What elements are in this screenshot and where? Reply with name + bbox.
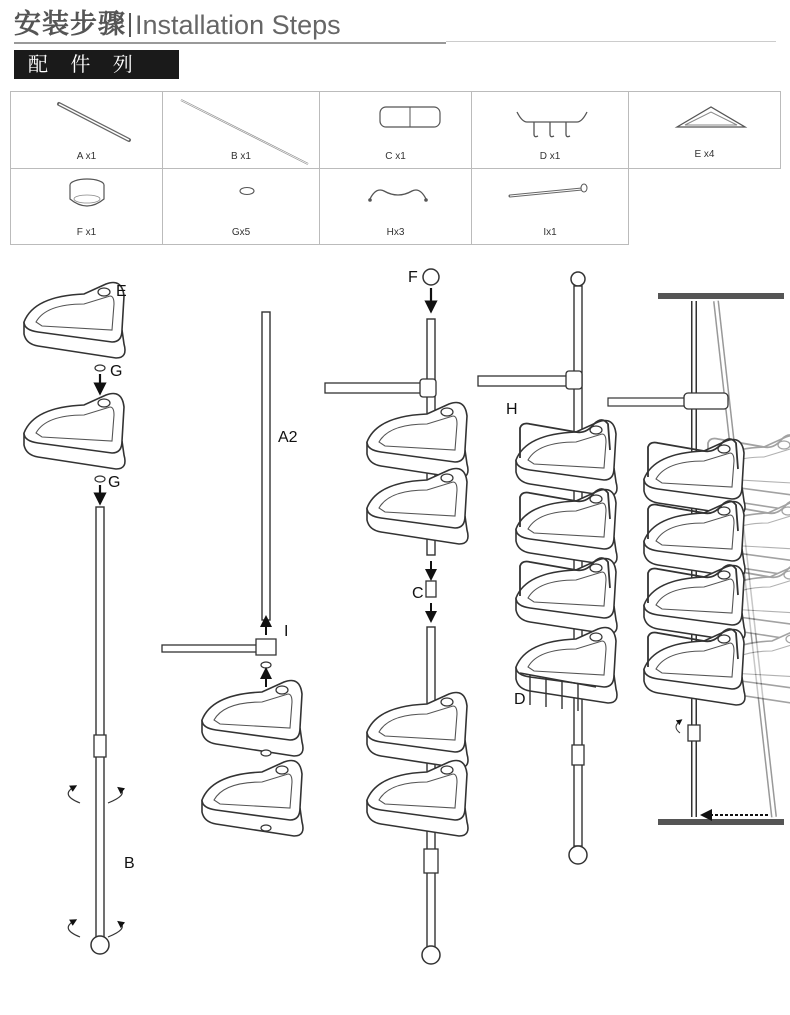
label-b: B (124, 855, 135, 872)
part-label: E x4 (694, 149, 715, 160)
label-a2: A2 (278, 429, 298, 446)
step-1-group (24, 283, 125, 955)
part-label: C x1 (385, 151, 406, 162)
part-label: Hx3 (386, 227, 405, 238)
part-cell-g (162, 168, 320, 245)
label-g2: G (108, 474, 121, 491)
part-cell-b (162, 91, 320, 169)
part-label: Ix1 (543, 227, 557, 238)
part-label: F x1 (76, 227, 97, 238)
step-2-group (162, 312, 303, 836)
part-cell-a (10, 91, 163, 169)
label-f: F (408, 269, 418, 286)
part-label: A x1 (76, 151, 97, 162)
page-title (14, 4, 341, 42)
part-cell-c (319, 91, 472, 169)
part-label: Gx5 (231, 227, 251, 238)
label-d: D (514, 691, 526, 708)
part-cell-h (319, 168, 472, 245)
parts-list-badge: 配 件 列 (14, 50, 179, 79)
title-underline-light (446, 41, 776, 42)
label-h: H (506, 401, 518, 418)
part-cell-i (471, 168, 629, 245)
part-cell-f (10, 168, 163, 245)
title-divider (129, 13, 131, 37)
step-4-group (478, 272, 617, 864)
title-underline (14, 42, 446, 44)
step-3-group (325, 269, 468, 964)
title-english: Installation Steps (135, 10, 341, 40)
part-label: D x1 (539, 151, 561, 162)
assembly-diagram (0, 255, 790, 1015)
label-c: C (412, 585, 424, 602)
part-cell-d (471, 91, 629, 169)
part-label: B x1 (230, 151, 251, 162)
label-e: E (116, 283, 127, 300)
parts-table (10, 91, 781, 245)
label-i: I (284, 623, 289, 640)
title-chinese: 安装步骤 (14, 9, 126, 40)
step-5-group (608, 293, 790, 825)
part-cell-e (628, 91, 781, 169)
label-g1: G (110, 363, 123, 380)
